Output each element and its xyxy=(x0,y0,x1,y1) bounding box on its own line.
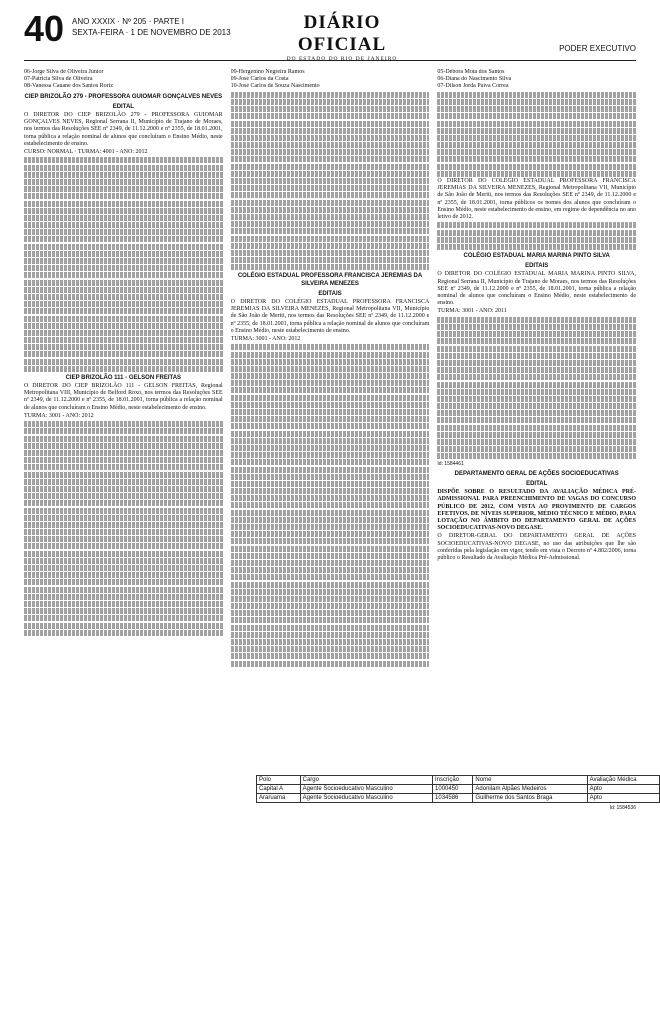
table-cell: Capital A xyxy=(257,785,301,794)
turma-line: TURMA: 3001 - ANO: 2012 xyxy=(230,335,301,342)
column-header: Cargo xyxy=(300,776,432,785)
paper-title: DIÁRIO OFICIAL xyxy=(297,12,387,55)
paragraph: O DIRETOR DO COLÉGIO ESTADUAL PROFESSORA FRANCISCA JEREMIAS DA SILVEIRA MENEZES, Regional Metropolitana VII, Município de São João de Meriti, nos termos das Resoluções SEE nº 2349, de 11.12.2000 e nº 2355, de 18.01.2001, torna públicos os nomes dos alunos que concluíram o Ensino Médio, neste estabelecimento de ensino, em regime de dependência no ano letivo de 2012. xyxy=(437,178,636,221)
edital-label: EDITAL xyxy=(526,480,548,487)
text-columns xyxy=(24,69,636,769)
table-row xyxy=(257,794,660,803)
section-heading: CIEP BRIZOLÃO 111 - GELSON FREITAS xyxy=(65,374,182,381)
section-heading: DEPARTAMENTO GERAL DE AÇÕES SOCIOEDUCATIVAS xyxy=(454,470,619,477)
name-list xyxy=(231,92,430,271)
list-item: 05-Débora Mota dos Santos xyxy=(437,69,505,75)
list-item: 07-Patricia Silva de Oliveira xyxy=(24,76,93,83)
table-cell: Agente Socioeducativo Masculino xyxy=(300,794,432,803)
name-list xyxy=(24,157,223,371)
date-line: SEXTA-FEIRA · 1 DE NOVEMBRO DE 2013 xyxy=(72,28,231,37)
name-list xyxy=(437,317,636,460)
list-item: 06-Diana do Nascimento Silva xyxy=(437,76,512,83)
page-number: 40 xyxy=(24,8,65,49)
list-item: 09-Hergenino Negreira Ramos xyxy=(230,69,305,75)
results-table xyxy=(256,775,660,803)
edital-label: EDITAIS xyxy=(318,290,342,297)
table-cell: Guilherme dos Santos Braga xyxy=(473,794,587,803)
column-2 xyxy=(231,69,430,769)
issue-line: ANO XXXIX · Nº 205 · PARTE I xyxy=(72,17,184,26)
section-name: PODER EXECUTIVO xyxy=(559,44,636,53)
table-header-row xyxy=(257,776,660,785)
turma-line: TURMA: 3001 - ANO: 2012 xyxy=(24,412,94,419)
section-heading: CIEP BRIZOLÃO 279 - PROFESSORA GUIOMAR GONÇALVES NEVES xyxy=(24,93,223,100)
name-list xyxy=(24,421,223,635)
edital-label: EDITAIS xyxy=(525,263,549,270)
table-cell: 1034586 xyxy=(433,794,473,803)
column-header: Polo xyxy=(257,776,301,785)
paragraph: DISPÕE SOBRE O RESULTADO DA AVALIAÇÃO MÉDICA PRÉ-ADMISSIONAL PARA PREENCHIMENTO DE VAGAS DO CONCURSO PÚBLICO DE 2012, COM VISTA AO PROVIMENTO DE CARGOS EFETIVOS, DE NÍVEIS SUPERIOR, MÉDIO TÉCNICO E MÉDIO, PARA LOTAÇÃO NO ÂMBITO DO DEPARTAMENTO GERAL DE AÇÕES SOCIOEDUCATIVAS-NOVO DEGASE. xyxy=(437,489,636,532)
table-cell: Apto xyxy=(587,794,659,803)
paragraph: O DIRETOR DO COLÉGIO ESTADUAL PROFESSORA FRANCISCA JEREMIAS DA SILVEIRA MENEZES, Regional Metropolitana VII, Município de São João de Meriti, nos termos das Resoluções SEE nº 2349, de 11.12.2000 e nº 2355, de 18.01.2001, torna pública a relação nominal de alunos que concluíram o Ensino Médio, neste estabelecimento de ensino. xyxy=(230,298,430,334)
paper-subtitle: DO ESTADO DO RIO DE JANEIRO xyxy=(286,56,398,62)
paragraph: O DIRETOR DO CIEP BRIZOLÃO 279 - PROFESSORA GUIOMAR GONÇALVES NEVES, Regional Serrana II, Município de Trajano de Moraes, nos termos das Resoluções SEE nº 2349, de 11.12.2000 e nº 2355, de 18.01.2001, torna pública a relação nominal de alunos que concluíram o Ensino Médio, neste estabelecimento de ensino. xyxy=(24,112,223,147)
issue-info xyxy=(72,16,231,38)
table-cell: Araruama xyxy=(257,794,301,803)
table-cell: 1000450 xyxy=(433,785,473,794)
table-cell: Apto xyxy=(587,785,659,794)
id-number: Id: 1584461 xyxy=(437,460,464,467)
list-item: 10-José Carlos de Souza Nascimento xyxy=(230,83,320,90)
id-number: Id: 1584536 xyxy=(609,805,636,811)
name-list xyxy=(437,92,636,177)
column-header: Avaliação Médica xyxy=(587,776,659,785)
section-heading: COLÉGIO ESTADUAL PROFESSORA FRANCISCA JEREMIAS DA SILVEIRA MENEZES xyxy=(237,273,423,287)
table-cell: Agente Socioeducativo Masculino xyxy=(300,785,432,794)
column-1 xyxy=(24,69,223,769)
column-3 xyxy=(437,69,636,769)
paragraph: O DIRETOR DO COLÉGIO ESTADUAL MARIA MARINA PINTO SILVA, Regional Serrana II, Município de Trajano de Moraes, nos termos das Resoluções SEE nº 2349, de 11.12.2000 e nº 2355, de 18.01.2001, torna pública a relação nominal de alunos que concluíram o Ensino Médio, neste estabelecimento de ensino. xyxy=(437,271,636,307)
table-cell: Adonilam Alpães Medeiros xyxy=(473,785,587,794)
list-item: 06-Jorge Silva de Oliveira Júnior xyxy=(24,69,104,75)
column-header: Inscrição xyxy=(433,776,473,785)
list-item: 09-José Carlos da Costa xyxy=(230,76,289,83)
column-header: Nome xyxy=(473,776,587,785)
edital-label: EDITAL xyxy=(112,103,134,110)
turma-line: TURMA: 3001 - ANO: 2011 xyxy=(437,308,507,315)
table-row xyxy=(257,785,660,794)
list-item: 08-Vanessa Cauane dos Santos Roriz xyxy=(24,83,113,90)
section-heading: COLÉGIO ESTADUAL MARIA MARINA PINTO SILVA xyxy=(463,253,610,260)
name-list xyxy=(437,222,636,250)
paper-title-block xyxy=(262,12,422,62)
paragraph: O DIRETOR-GERAL DO DEPARTAMENTO GERAL DE AÇÕES SOCIOEDUCATIVAS-NOVO DEGASE, no uso das atribuições que lhe são conferidas pela legislação em vigor, tendo em vista o Decreto nº 4.802/2006, torna público o Resultado da Avaliação Médica Pré-Admissional. xyxy=(437,533,636,562)
paragraph: O DIRETOR DO CIEP BRIZOLÃO 111 - GELSON FREITAS, Regional Metropolitana VIII, Município de Belford Roxo, nos termos das Resoluções SEE nº 2349, de 11.12.2000 e nº 2355, de 18.01.2001, torna pública a relação nominal de alunos que concluíram o Ensino Médio, neste estabelecimento de ensino. xyxy=(24,383,223,411)
turma-line: CURSO: NORMAL · TURMA: 4001 - ANO: 2012 xyxy=(24,149,148,156)
list-item: 07-Dilson Jorda Paiva Correa xyxy=(437,83,509,90)
masthead xyxy=(24,10,636,61)
name-list xyxy=(231,344,430,666)
